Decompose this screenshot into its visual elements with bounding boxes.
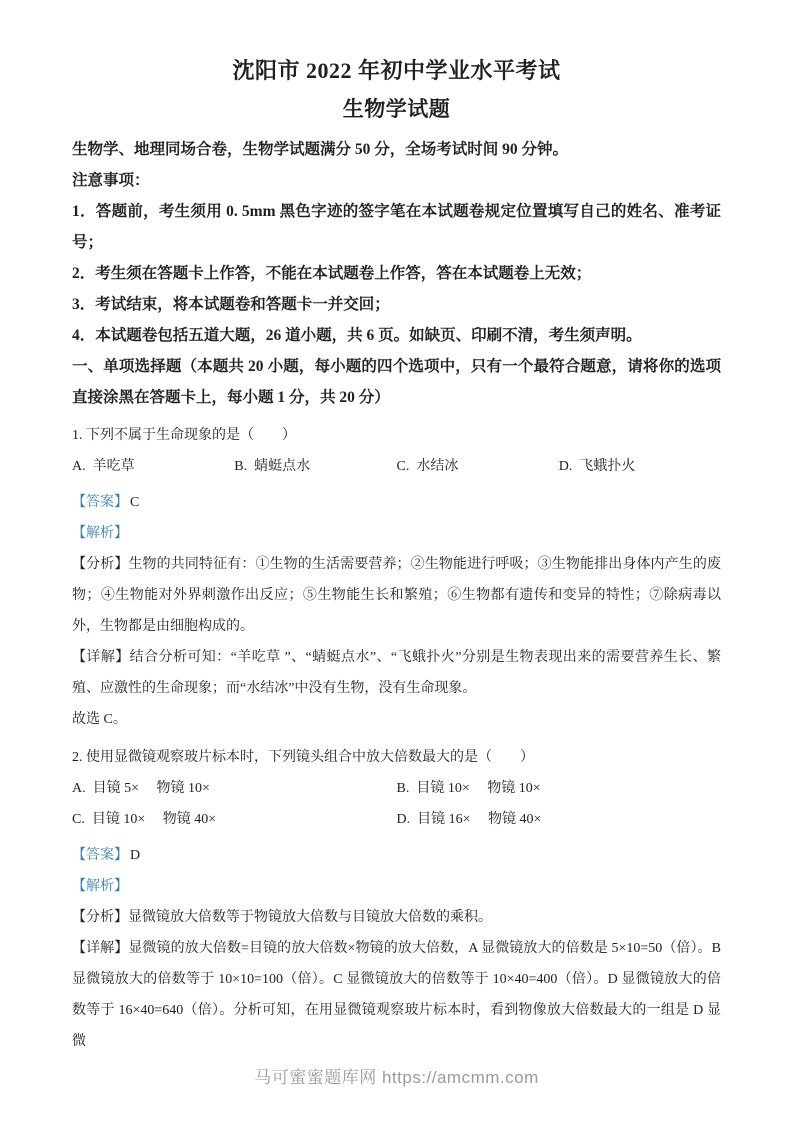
question-1-option-a — [72, 451, 234, 482]
question-2-stem: 2. 使用显微镜观察玻片标本时，下列镜头组合中放大倍数最大的是（ ） — [72, 750, 534, 765]
question-1-explanation-line — [72, 518, 721, 549]
question-2-option-c — [72, 804, 397, 835]
notes-heading: 注意事项： — [72, 172, 150, 189]
answer-value: C — [130, 495, 140, 510]
answer-value: D — [130, 848, 141, 863]
option-label: C. — [396, 459, 410, 474]
question-2-options-grid — [72, 773, 721, 835]
question-2-detail: 【详解】显微镜的放大倍数=目镜的放大倍数×物镜的放大倍数，A 显微镜放大的倍数是 5×10=50（倍）。B 显微镜放大的倍数等于 10×10=100（倍）。C 显微镜放大的倍数等于 10×40=400（倍）。D 显微镜放大的倍数等于 16×40=640（倍）。分析可知，在用显微镜观察玻片标本时，看到物像放大倍数最大的一组是 D 显微 — [72, 941, 721, 1049]
question-2-option-d — [397, 804, 722, 835]
note-item-4: 4．本试题卷包括五道大题，26 道小题，共 6 页。如缺页、印刷不清，考生须声明。 — [72, 327, 642, 344]
question-1-option-d — [559, 451, 721, 482]
option-label: D. — [558, 459, 573, 474]
exam-subtitle: 生物学试题 — [342, 97, 451, 121]
note-item-2: 2．考生须在答题卡上作答，不能在本试题卷上作答，答在本试题卷上无效； — [72, 265, 592, 282]
question-2-analysis: 【分析】显微镜放大倍数等于物镜放大倍数与目镜放大倍数的乘积。 — [72, 910, 492, 925]
question-2-explanation-line — [72, 871, 721, 902]
exam-title: 沈阳市 2022 年初中学业水平考试 — [232, 58, 561, 83]
question-2-option-a — [72, 773, 397, 804]
option-text: 羊吃草 — [92, 459, 135, 474]
option-text: 目镜 10× 物镜 10× — [416, 781, 541, 796]
option-text: 飞蛾扑火 — [579, 459, 636, 474]
option-label: A. — [72, 459, 86, 474]
option-label: D. — [396, 812, 411, 827]
option-text: 蜻蜓点水 — [254, 459, 311, 474]
option-label: C. — [72, 812, 85, 827]
option-text: 目镜 5× 物镜 10× — [92, 781, 210, 796]
answer-marker: 【答案】 — [72, 495, 128, 510]
option-label: B. — [234, 459, 248, 474]
answer-marker: 【答案】 — [72, 848, 128, 863]
question-block-2 — [72, 742, 721, 1057]
question-1-stem: 1. 下列不属于生命现象的是（ ） — [72, 428, 296, 443]
footer-site-text: 马可蜜蜜题库网 https://amcmm.com — [254, 1068, 539, 1087]
question-1-conclusion: 故选 C。 — [72, 712, 127, 727]
question-2-answer-line — [72, 840, 721, 871]
option-label: B. — [396, 781, 410, 796]
question-block-1 — [72, 420, 721, 735]
question-1-options-row — [72, 451, 721, 482]
exam-info-line: 生物学、地理同场合卷，生物学试题满分 50 分，全场考试时间 90 分钟。 — [72, 141, 569, 158]
question-1-detail: 【详解】结合分析可知：“羊吃草 ”、“蜻蜓点水”、“飞蛾扑火”分别是生物表现出来的需要营养生长、繁殖、应激性的生命现象；而“水结冰”中没有生物，没有生命现象。 — [72, 650, 721, 696]
question-1-option-b — [234, 451, 396, 482]
section-heading: 一、单项选择题（本题共 20 小题，每小题的四个选项中，只有一个最符合题意，请将你的选项直接涂黑在答题卡上，每小题 1 分，共 20 分） — [72, 358, 721, 406]
option-text: 目镜 16× 物镜 40× — [417, 812, 542, 827]
question-1-option-c — [397, 451, 559, 482]
option-text: 水结冰 — [416, 459, 459, 474]
page-footer — [0, 1063, 793, 1088]
option-text: 目镜 10× 物镜 40× — [91, 812, 217, 827]
note-item-1: 1．答题前，考生须用 0. 5mm 黑色字迹的签字笔在本试题卷规定位置填写自己的姓名、准考证号； — [72, 203, 721, 251]
question-2-option-b — [397, 773, 722, 804]
question-1-analysis: 【分析】生物的共同特征有：①生物的生活需要营养；②生物能进行呼吸；③生物能排出身体内产生的废物；④生物能对外界刺激作出反应；⑤生物能生长和繁殖；⑥生物都有遗传和变异的特性；⑦除病毒以外，生物都是由细胞构成的。 — [72, 557, 721, 634]
explanation-marker: 【解析】 — [72, 879, 128, 894]
question-1-answer-line — [72, 487, 721, 518]
note-item-3: 3．考试结束，将本试题卷和答题卡一并交回； — [72, 296, 390, 313]
explanation-marker: 【解析】 — [72, 526, 128, 541]
option-label: A. — [72, 781, 86, 796]
